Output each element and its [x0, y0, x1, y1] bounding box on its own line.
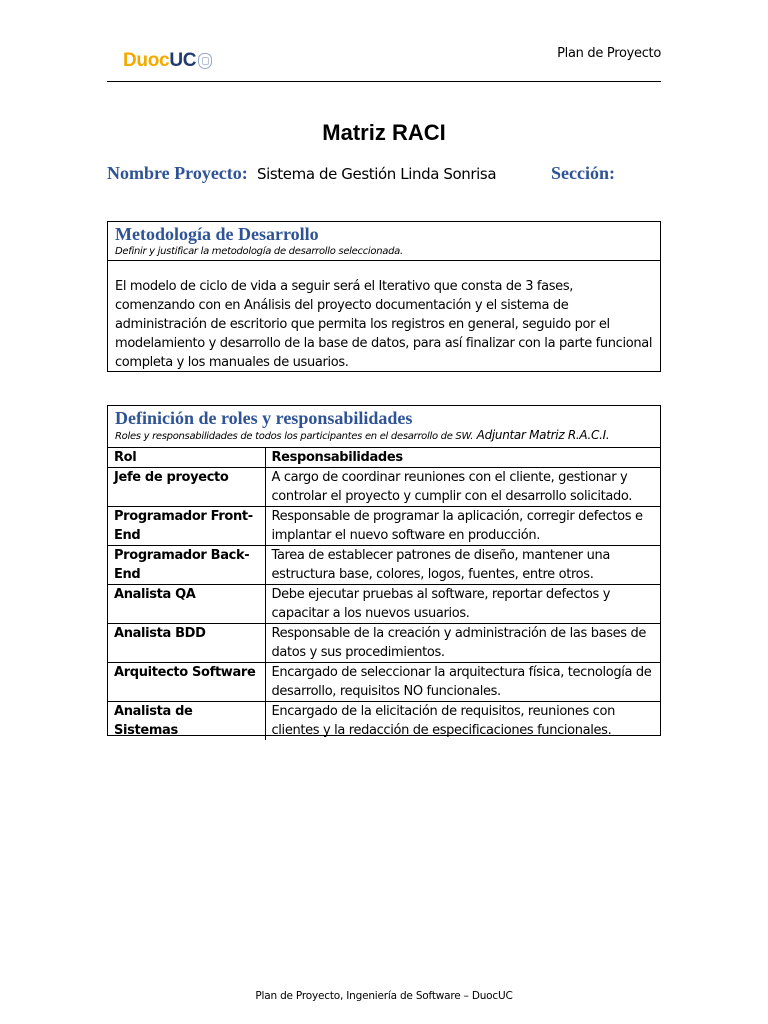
responsibility-cell: Encargado de la elicitación de requisitos, reuniones con clientes y la redacción de especificaciones funcionales.	[265, 702, 660, 741]
project-info	[107, 163, 667, 187]
table-row	[108, 546, 660, 585]
table-header-row	[108, 448, 660, 468]
role-cell: Analista BDD	[108, 624, 265, 663]
header-doc-label: Plan de Proyecto	[557, 46, 661, 61]
responsibility-cell: Encargado de seleccionar la arquitectura física, tecnología de desarrollo, requisitos NO funcionales.	[265, 663, 660, 702]
responsibility-cell: A cargo de coordinar reuniones con el cliente, gestionar y controlar el proyecto y cumplir con el desarrollo solicitado.	[265, 468, 660, 507]
column-header-responsabilidades: Responsabilidades	[265, 448, 660, 468]
table-row	[108, 663, 660, 702]
role-cell: Jefe de proyecto	[108, 468, 265, 507]
duocuc-logo	[123, 50, 212, 72]
header-divider	[107, 81, 661, 82]
project-name-label: Nombre Proyecto:	[107, 163, 248, 183]
table-row	[108, 507, 660, 546]
role-cell: Programador Back-End	[108, 546, 265, 585]
roles-subtitle-text: Roles y responsabilidades de todos los participantes en el desarrollo de SW.	[115, 431, 474, 442]
methodology-subtitle: Definir y justificar la metodología de desarrollo seleccionada.	[115, 246, 403, 257]
methodology-body: El modelo de ciclo de vida a seguir será el Iterativo que consta de 3 fases, comenzando con en Análisis del proyecto documentación y el sistema de administración de escritorio que permita los registros en general, seguido por el modelamiento y desarrollo de la base de datos, para así finalizar con la parte funcional completa y los manuales de usuarios.	[115, 279, 653, 370]
responsibility-cell: Responsable de la creación y administración de las bases de datos y sus procedimientos.	[265, 624, 660, 663]
logo-text-uc: UC	[169, 50, 197, 71]
methodology-header	[108, 222, 660, 261]
roles-table	[108, 447, 660, 740]
role-cell: Arquitecto Software	[108, 663, 265, 702]
page-title: Matriz RACI	[322, 120, 446, 145]
section-label: Sección:	[551, 163, 615, 183]
responsibility-cell: Debe ejecutar pruebas al software, reportar defectos y capacitar a los nuevos usuarios.	[265, 585, 660, 624]
page-footer: Plan de Proyecto, Ingeniería de Software – DuocUC	[255, 990, 513, 1002]
responsibility-cell: Tarea de establecer patrones de diseño, mantener una estructura base, colores, logos, fuentes, entre otros.	[265, 546, 660, 585]
seal-icon	[198, 53, 212, 69]
methodology-title: Metodología de Desarrollo	[115, 224, 319, 244]
responsibility-cell: Responsable de programar la aplicación, corregir defectos e implantar el nuevo software en producción.	[265, 507, 660, 546]
role-cell: Programador Front-End	[108, 507, 265, 546]
table-row	[108, 468, 660, 507]
roles-box	[107, 405, 661, 736]
roles-header	[108, 406, 660, 447]
column-header-rol: Rol	[108, 448, 265, 468]
roles-subtitle-raci: Adjuntar Matriz R.A.C.I.	[473, 428, 610, 442]
role-cell: Analista de Sistemas	[108, 702, 265, 741]
table-row	[108, 624, 660, 663]
project-name-value: Sistema de Gestión Linda Sonrisa	[257, 165, 497, 183]
table-row	[108, 702, 660, 741]
roles-title: Definición de roles y responsabilidades	[115, 408, 413, 428]
table-row	[108, 585, 660, 624]
logo-text-duoc: Duoc	[123, 50, 170, 71]
roles-subtitle	[115, 429, 653, 443]
methodology-box	[107, 221, 661, 372]
role-cell: Analista QA	[108, 585, 265, 624]
